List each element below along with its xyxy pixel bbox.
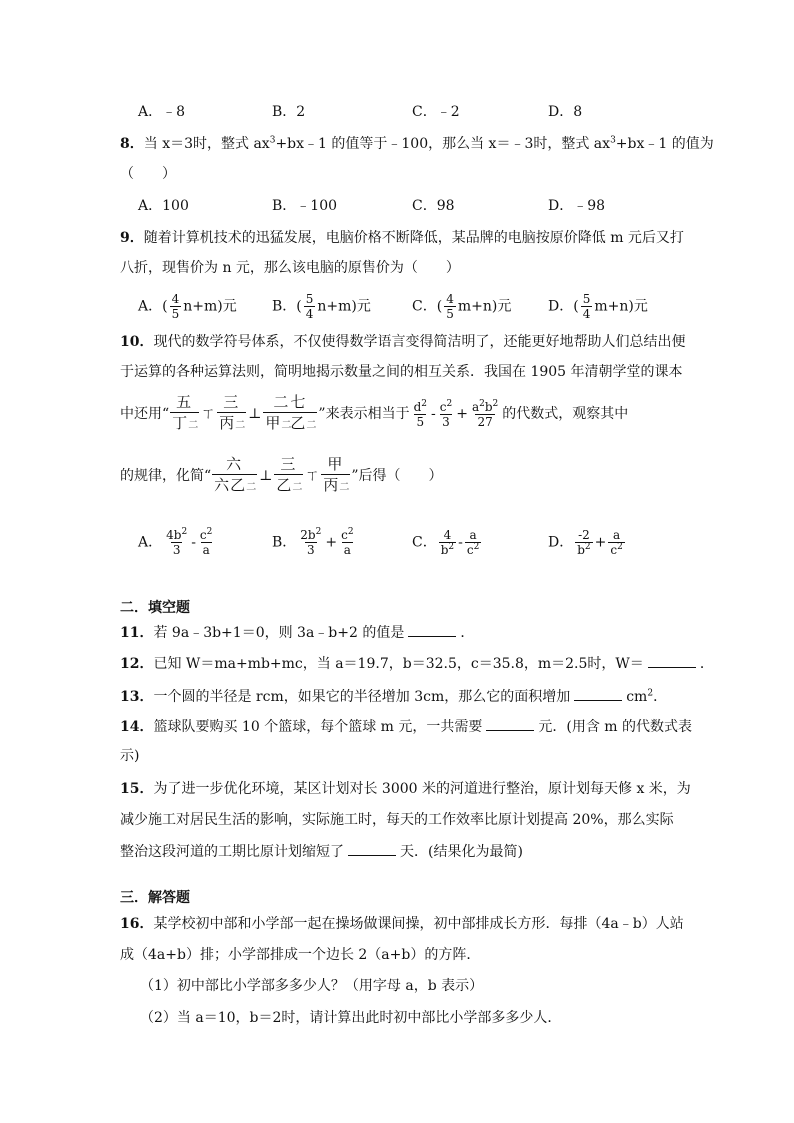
q9-stem-line2: 八折，现售价为 n 元，那么该电脑的原售价为（ ） [120,260,460,276]
q10-stem-line3: 中还用“ 五 丁二 ㄒ 三 丙二 ⊥ 二七 甲二乙二 ”来表示相当于 $\frac{d^2}{5}$ - $\frac{c^2}{3}$ + $\frac{a^2b^2}{27}$ 的代数式，观察其中 [120,392,628,436]
cjk-frac-5: 三 乙二 [274,454,303,498]
q10-stem-line1: 10．现代的数学符号体系，不仅使得数学语言变得简洁明了，还能更好地帮助人们总结出便 [120,334,686,350]
q7-option-b: B．2 [272,104,306,120]
q10-option-a: A． $\frac{4b^2}{3}$ - $\frac{c^2}{a}$ [138,527,213,557]
cjk-frac-2: 三 丙二 [217,392,246,436]
q13-answer-blank[interactable] [574,686,622,701]
q16-line2: 成（4a+b）排；小学部排成一个边长 2（a+b）的方阵． [120,947,481,963]
q9-stem-line1: 9．随着计算机技术的迅猛发展，电脑价格不断降低，某品牌的电脑按原价降低 m 元后又打 [120,230,684,246]
cjk-frac-4: 六 六乙二 [212,454,257,498]
section-answer-title: 三．解答题 [120,890,190,906]
cjk-frac-1: 五 丁二 [170,392,199,436]
section-fill-in-title: 二．填空题 [120,600,190,616]
q10-option-d: D． $\frac{-2}{b^2}$ + $\frac{a}{c^2}$ [548,528,623,557]
q10-option-b: B． $\frac{2b^2}{3}$ + $\frac{c^2}{a}$ [272,527,354,557]
q12-answer-blank[interactable] [648,653,696,668]
cjk-frac-6: 甲 丙二 [321,454,350,498]
q11: 11．若 9a﹣3b+1＝0，则 3a﹣b+2 的值是 ． [120,622,474,643]
q8-option-c: C．98 [412,198,455,214]
q10-stem-line2: 于运算的各种运算法则，简明地揭示数量之间的相互关系．我国在 1905 年清朝学堂的课本 [120,364,683,380]
q15-answer-blank[interactable] [348,841,396,856]
q8-option-d: D．﹣98 [548,198,606,214]
q8-option-b: B．﹣100 [272,198,338,214]
cjk-frac-3: 二七 甲二乙二 [263,392,317,436]
q16-line1: 16．某学校初中部和小学部一起在操场做课间操，初中部排成长方形．每排（4a﹣b）人站 [120,916,684,932]
q12: 12．已知 W＝ma+mb+mc，当 a＝19.7，b＝32.5，c＝35.8，m＝2.5时，W＝ ． [120,653,714,674]
q14-answer-blank[interactable] [486,716,534,731]
q15-line1: 15．为了进一步优化环境，某区计划对长 3000 米的河道进行整治，原计划每天修 x 米，为 [120,781,691,797]
q8-option-a: A．100 [138,198,189,214]
q14-line2: 示) [120,748,140,764]
q8-paren: （ ） [120,166,176,182]
q7-option-a: A．﹣8 [138,104,186,120]
q9-option-d: D．( $\frac{5}{4}$ m+n)元 [548,292,648,321]
q16-sub2: （2）当 a＝10，b＝2时，请计算出此时初中部比小学部多多少人． [140,1010,562,1026]
q9-option-a: A．( $\frac{4}{5}$ n+m)元 [138,292,237,321]
q10-option-c: C． $\frac{4}{b^2}$ - $\frac{a}{c^2}$ [412,528,480,557]
q7-option-d: D．8 [548,104,583,120]
q9-option-b: B．( $\frac{5}{4}$ n+m)元 [272,292,371,321]
q8-stem: 8．当 x＝3时，整式 $ax^3+bx﹣1$ 的值等于﹣100，那么当 x＝﹣3时，整式 $ax^3+bx﹣1$ 的值为 [120,135,714,152]
q15-line3: 整治这段河道的工期比原计划缩短了 天．(结果化为最简) [120,841,523,862]
q15-line2: 减少施工对居民生活的影响，实际施工时，每天的工作效率比原计划提高 20%，那么实际 [120,812,674,828]
q14: 14．篮球队要购买 10 个篮球，每个篮球 m 元，一共需要 元．(用含 m 的代数式表 [120,716,692,737]
q10-stem-line4: 的规律，化简“ 六 六乙二 ⊥ 三 乙二 ㄒ 甲 丙二 ”后得（ ） [120,454,443,498]
q11-answer-blank[interactable] [408,622,456,637]
q7-option-c: C．﹣2 [412,104,460,120]
q9-option-c: C．( $\frac{4}{5}$ m+n)元 [412,292,512,321]
q13: 13．一个圆的半径是 rcm，如果它的半径增加 3cm，那么它的面积增加 $cm^2$． [120,686,667,707]
q16-sub1: （1）初中部比小学部多多少人？（用字母 a，b 表示） [140,978,484,994]
